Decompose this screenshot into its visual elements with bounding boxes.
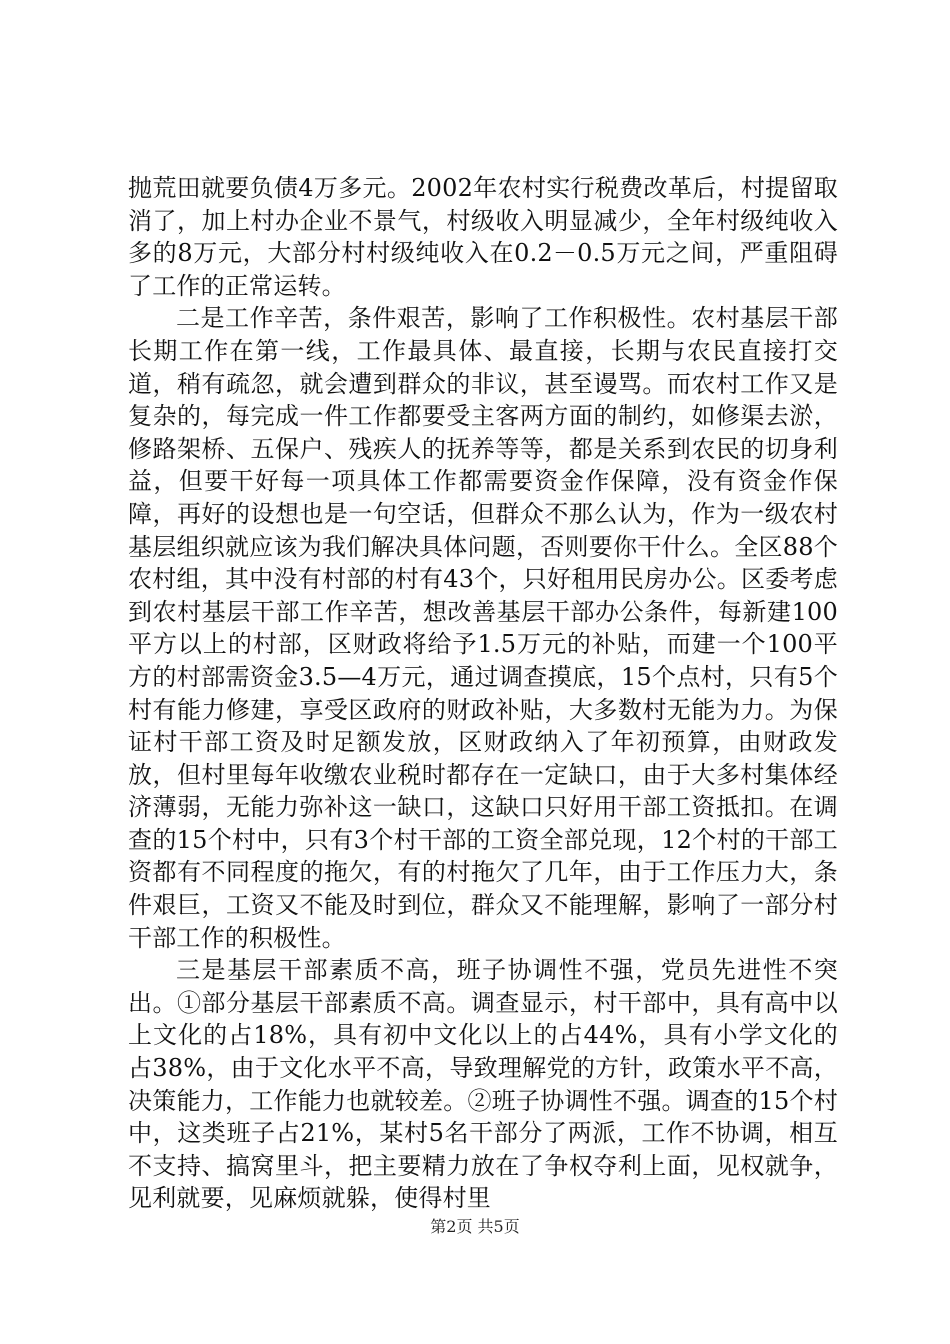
page-number-footer: 第2页 共5页: [430, 1217, 520, 1236]
paragraph-continued: 抛荒田就要负债4万多元。2002年农村实行税费改革后，村提留取消了，加上村办企业不景气，村级收入明显减少，全年村级纯收入多的8万元，大部分村村级纯收入在0.2－0.5万元之间，严重阻碍了工作的正常运转。: [128, 174, 838, 300]
paragraph-point-two: 二是工作辛苦，条件艰苦，影响了工作积极性。农村基层干部长期工作在第一线，工作最具体、最直接，长期与农民直接打交道，稍有疏忽，就会遭到群众的非议，甚至谩骂。而农村工作又是复杂的，每完成一件工作都要受主客两方面的制约，如修渠去淤，修路架桥、五保户、残疾人的抚养等等，都是关系到农民的切身利益，但要干好每一项具体工作都需要资金作保障，没有资金作保障，再好的设想也是一句空话，但群众不那么认为，作为一级农村基层组织就应该为我们解决具体问题，否则要你干什么。全区88个农村组，其中没有村部的村有43个，只好租用民房办公。区委考虑到农村基层干部工作辛苦，想改善基层干部办公条件，每新建100平方以上的村部，区财政将给予1.5万元的补贴，而建一个100平方的村部需资金3.5—4万元，通过调查摸底，15个点村，只有5个村有能力修建，享受区政府的财政补贴，大多数村无能为力。为保证村干部工资及时足额发放，区财政纳入了年初预算，由财政发放，但村里每年收缴农业税时都存在一定缺口，由于大多村集体经济薄弱，无能力弥补这一缺口，这缺口只好用干部工资抵扣。在调查的15个村中，只有3个村干部的工资全部兑现，12个村的干部工资都有不同程度的拖欠，有的村拖欠了几年，由于工作压力大，条件艰巨，工资又不能及时到位，群众又不能理解，影响了一部分村干部工作的积极性。: [128, 304, 838, 952]
document-body: [128, 172, 838, 1215]
paragraph-point-three: 三是基层干部素质不高，班子协调性不强，党员先进性不突出。①部分基层干部素质不高。调查显示，村干部中，具有高中以上文化的占18%，具有初中文化以上的占44%，具有小学文化的占38%，由于文化水平不高，导致理解党的方针，政策水平不高，决策能力，工作能力也就较差。②班子协调性不强。调查的15个村中，这类班子占21%，某村5名干部分了两派，工作不协调，相互不支持、搞窝里斗，把主要精力放在了争权夺利上面，见权就争，见利就要，见麻烦就躲，使得村里: [128, 956, 838, 1213]
